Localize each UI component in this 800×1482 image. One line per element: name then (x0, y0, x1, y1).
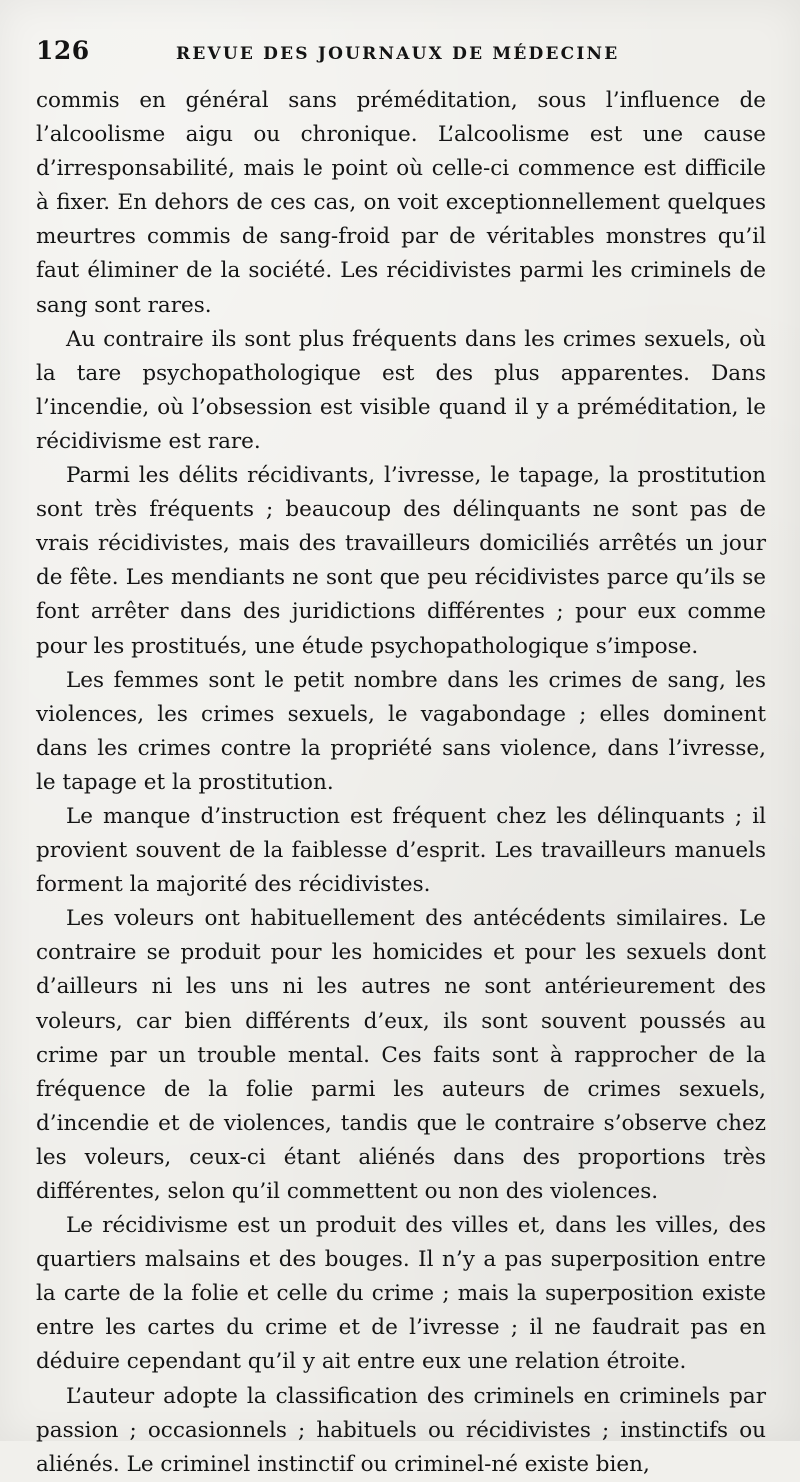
paragraph: Le récidivisme est un produit des villes et, dans les villes, des quartiers malsains et des bouges. Il n’y a pas superposition entre la carte de la folie et celle du crime ; mais la superposition existe entre les cartes du crime et de l’ivresse ; il ne faudrait pas en déduire cependant qu’il y ait entre eux une relation étroite. (36, 1213, 766, 1375)
running-title: REVUE DES JOURNAUX DE MÉDECINE (176, 44, 620, 64)
paragraph: Les voleurs ont habituellement des antécédents similaires. Le contraire se produit pour les homicides et pour les sexuels dont d’ailleurs ni les uns ni les autres ne sont antérieurement des voleurs, car bien différents d’eux, ils sont souvent poussés au crime par un trouble mental. Ces faits sont à rapprocher de la fréquence de la folie parmi les auteurs de crimes sexuels, d’incendie et de violences, tandis que le contraire s’observe chez les voleurs, ceux-ci étant aliénés dans des proportions très différentes, selon qu’il commettent ou non des violences. (36, 906, 766, 1204)
paragraph: Les femmes sont le petit nombre dans les crimes de sang, les violences, les crimes sexuels, le vagabondage ; elles dominent dans les crimes contre la propriété sans violence, dans l’ivresse, le tapage et la prostitution. (36, 667, 766, 795)
running-head (36, 36, 766, 76)
paragraph: Le manque d’instruction est fréquent chez les délinquants ; il provient souvent de la faiblesse d’esprit. Les travailleurs manuels forment la majorité des récidivistes. (36, 803, 766, 898)
paragraph: Au contraire ils sont plus fréquents dans les crimes sexuels, où la tare psychopathologique est des plus apparentes. Dans l’incendie, où l’obsession est visible quand il y a préméditation, le récidivisme est rare. (36, 326, 766, 454)
body-text (36, 84, 766, 1482)
page-number: 126 (36, 36, 90, 65)
paragraph: Parmi les délits récidivants, l’ivresse, le tapage, la prostitution sont très fréquents ; beaucoup des délinquants ne sont pas de vrais récidivistes, mais des travailleurs domiciliés arrêtés un jour de fête. Les mendiants ne sont que peu récidivistes parce qu’ils se font arrêter dans des juridictions différentes ; pour eux comme pour les prostitués, une étude psychopathologique s’impose. (36, 463, 766, 659)
paragraph-continuation: commis en général sans préméditation, sous l’influence de l’alcoolisme aigu ou chronique. L’alcoolisme est une cause d’irresponsabilité, mais le point où celle-ci commence est difficile à fixer. En dehors de ces cas, on voit exceptionnellement quelques meurtres commis de sang-froid par de véritables monstres qu’il faut éliminer de la société. Les récidivistes parmi les criminels de sang sont rares. (36, 88, 766, 318)
paragraph: L’auteur adopte la classification des criminels en criminels par passion ; occasionnels ; habituels ou récidivistes ; instinctifs ou aliénés. Le criminel instinctif ou criminel-né existe bien, (36, 1383, 766, 1477)
